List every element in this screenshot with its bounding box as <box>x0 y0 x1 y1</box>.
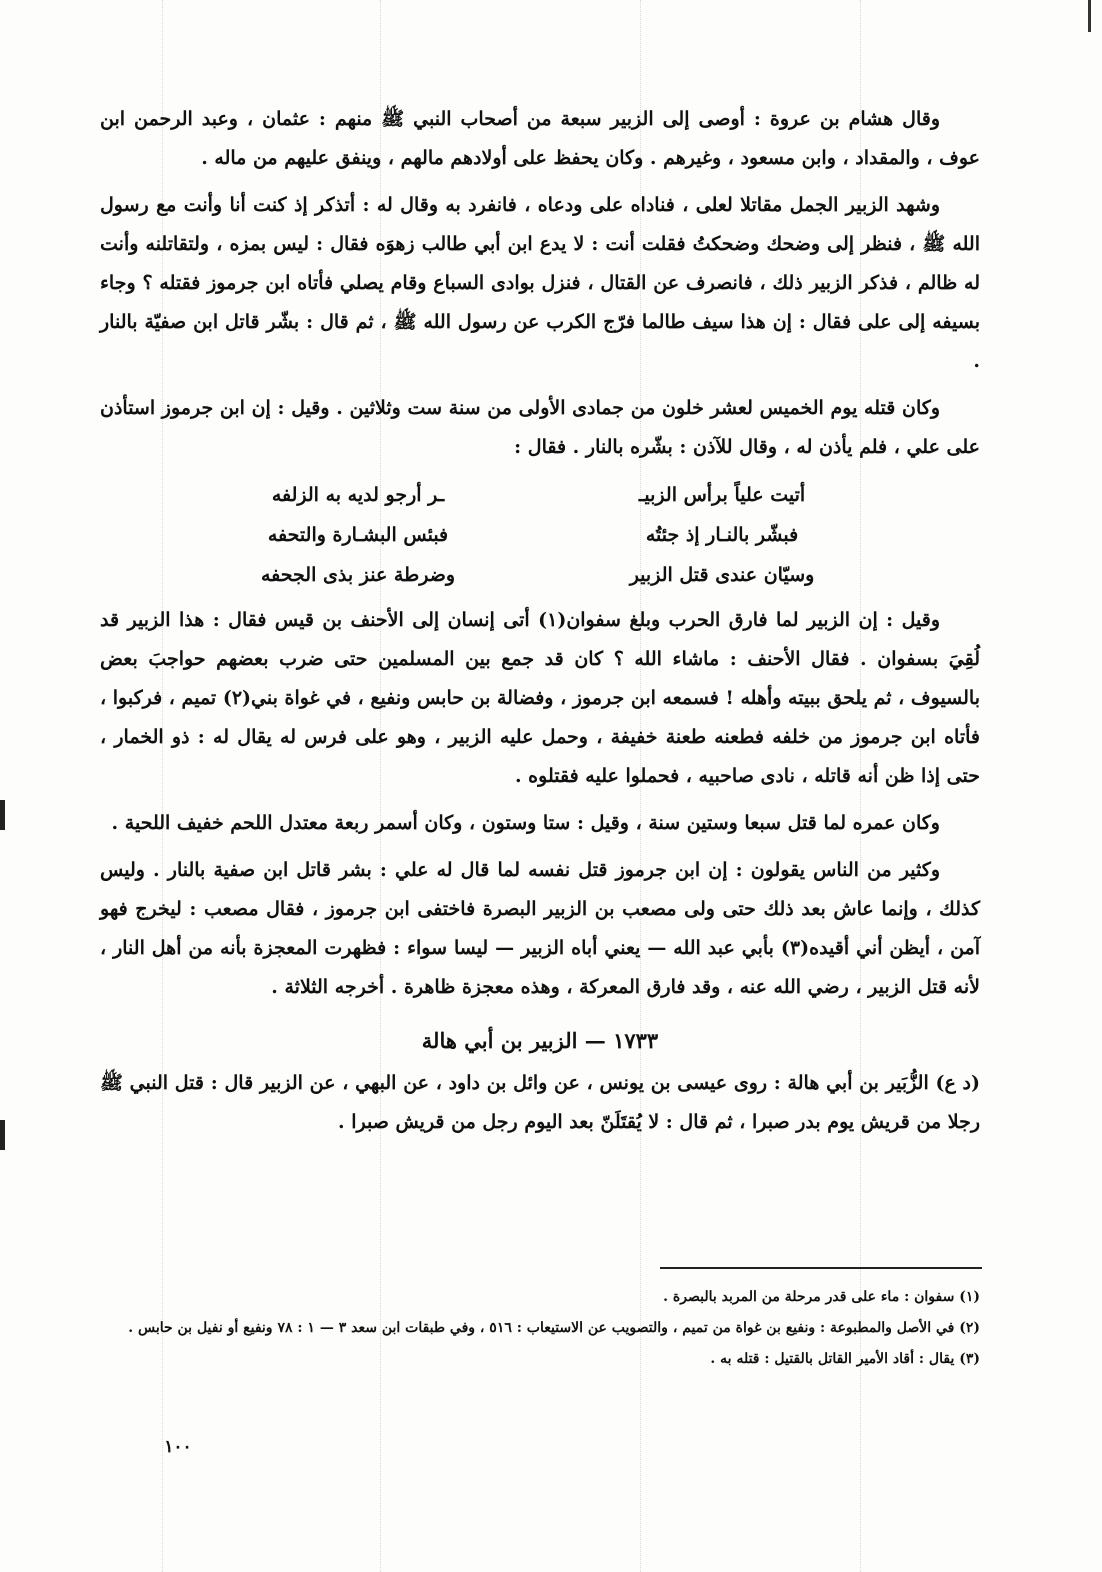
poem-hemistich: وضرطة عنز بذى الجحفه <box>260 564 456 586</box>
poem-hemistich: أتيت علياً برأس الزبيـ <box>638 484 806 506</box>
page-number: ١٠٠ <box>164 1437 192 1457</box>
poem-hemistich: فبشّر بالنـار إذ جئتُه <box>645 524 799 546</box>
poem-line <box>190 475 890 515</box>
paragraph: وكان قتله يوم الخميس لعشر خلون من جمادى الأولى من سنة ست وثلاثين . وقيل : إن ابن جرموز استأذن على علي ، فلم يأذن له ، وقال للآذن : بشّره بالنار . فقال : <box>100 397 980 458</box>
paragraph: (د ع) الزُّبَير بن أبي هالة : روى عيسى بن يونس ، عن وائل بن داود ، عن البهي ، عن الزبير قال : قتل النبي ﷺ رجلا من قريش يوم بدر صبرا ، ثم قال : لا يُقتَلَنّ بعد اليوم رجل من قريش صبرا . <box>100 1072 980 1133</box>
paragraph: وقيل : إن الزبير لما فارق الحرب وبلغ سفوان(١) أتى إنسان إلى الأحنف بن قيس فقال : هذا الزبير قد لُقِيَ بسفوان . فقال الأحنف : ماشاء الله ؟ كان قد جمع بين المسلمين حتى ضرب بعضهم حواجبَ بعض بالسيوف ، ثم يلحق ببيته وأهله ! فسمعه ابن جرموز ، وفضالة بن حابس ونفيع ، في غواة بني(٢) تميم ، فركبوا ، فأتاه ابن جرموز من خلفه فطعنه طعنة خفيفة ، وحمل عليه الزبير ، وهو على فرس له يقال له : ذو الخمار ، حتى إذا ظن أنه قاتله ، نادى صاحبيه ، فحملوا عليه فقتلوه . <box>100 609 980 787</box>
footnote: (٣) يقال : أقاد الأمير القاتل بالقتيل : قتله به . <box>710 1351 980 1367</box>
scan-edge-mark <box>0 800 5 830</box>
main-text <box>100 100 980 1150</box>
poem-hemistich: فبئس البشـارة والتحفه <box>267 524 449 546</box>
entry-heading: ١٧٣٣ — الزبير بن أبي هالة <box>421 1028 659 1053</box>
paragraph: وقال هشام بن عروة : أوصى إلى الزبير سبعة من أصحاب النبي ﷺ منهم : عثمان ، وعبد الرحمن ابن عوف ، والمقداد ، وابن مسعود ، وغيرهم . وكان يحفظ على أولادهم مالهم ، وينفق عليهم من ماله . <box>100 108 980 169</box>
poem <box>190 475 890 595</box>
scan-edge-mark <box>0 1120 5 1150</box>
paragraph: وكثير من الناس يقولون : إن ابن جرموز قتل نفسه لما قال له علي : بشر قاتل ابن صفية بالنار . وليس كذلك ، وإنما عاش بعد ذلك حتى ولى مصعب بن الزبير البصرة فاختفى ابن جرموز ، فقال مصعب : ليخرج فهو آمن ، أيظن أني أقيده(٣) بأبي عبد الله — يعني أباه الزبير — ليسا سواء : فظهرت المعجزة بأنه من أهل النار ، لأنه قتل الزبير ، رضي الله عنه ، وقد فارق المعركة ، وهذه معجزة ظاهرة . أخرجه الثلاثة . <box>100 859 980 998</box>
poem-hemistich: ـر أرجو لديه به الزلفه <box>271 484 445 506</box>
footnote: (٢) في الأصل والمطبوعة : ونفيع بن غواة من تميم ، والتصويب عن الاستيعاب : ٥١٦ ، وفي طبقات ابن سعد ٣ — ١ : ٧٨ ونفيع أو نفيل بن حابس . <box>128 1320 980 1336</box>
footnote: (١) سفوان : ماء على قدر مرحلة من المربد بالبصرة . <box>663 1289 980 1305</box>
paragraph: وكان عمره لما قتل سبعا وستين سنة ، وقيل : ستا وستون ، وكان أسمر ربعة معتدل اللحم خفيف اللحية . <box>111 812 940 834</box>
poem-line <box>190 555 890 595</box>
poem-line <box>190 515 890 555</box>
paragraph: وشهد الزبير الجمل مقاتلا لعلى ، فناداه على ودعاه ، فانفرد به وقال له : أتذكر إذ كنت أنا وأنت مع رسول الله ﷺ ، فنظر إلى وضحك وضحكتُ فقلت أنت : لا يدع ابن أبي طالب زهوَه فقال : ليس بمزه ، ولتقاتلنه وأنت له ظالم ، فذكر الزبير ذلك ، فانصرف عن القتال ، فنزل بوادى السباع وقام يصلي فأتاه ابن جرموز فقتله ؟ وجاء بسيفه إلى على فقال : إن هذا سيف طالما فرّج الكرب عن رسول الله ﷺ ، ثم قال : بشّر قاتل ابن صفيّة بالنار . <box>100 194 980 372</box>
poem-hemistich: وسيّان عندى قتل الزبير <box>629 564 815 586</box>
footnotes <box>100 1282 980 1375</box>
footnote-rule <box>660 1267 982 1269</box>
scan-edge-mark <box>1088 0 1091 32</box>
